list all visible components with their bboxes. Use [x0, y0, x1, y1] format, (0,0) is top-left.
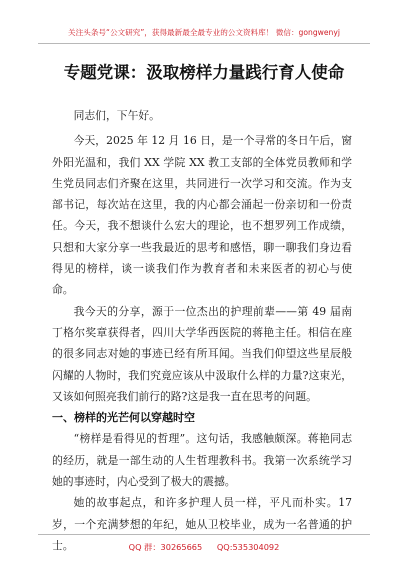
paragraph-2: 我今天的分享，源于一位杰出的护理前辈——第 49 届南丁格尔奖章获得者，四川大学华西医院的蒋艳主任。相信在座的很多同志对她的事迹已经有所耳闻。当我们仰望这些星辰般闪耀的人物时，我们究竟应该从中汲取什么样的力量?这束光，又该如何照亮我们前行的路?这是我一直在思考的问题。: [52, 304, 352, 403]
paragraph-3: “榜样是看得见的哲理”。这句话，我感触颇深。蒋艳同志的经历，就是一部生动的人生哲理教科书。我第一次系统学习她的事迹时，内心受到了极大的震撼。: [52, 432, 352, 489]
footer-divider: [38, 534, 370, 535]
section-heading-1: 一、榜样的光芒何以穿越时空: [52, 411, 195, 425]
document-body: [52, 105, 352, 556]
paragraph-4: 她的故事起点，和许多护理人员一样，平凡而朴实。17 岁，一个充满梦想的年纪，她从卫校毕业，成为一名普通的护士。: [52, 496, 352, 552]
greeting: 同志们，下午好。: [73, 109, 160, 122]
footer-qq-group: QQ 群：30265665: [128, 542, 203, 552]
document-title: 专题党课：汲取榜样力量践行育人使命: [63, 63, 345, 82]
header-note: 关注头条号“公文研究”，获得最新最全最专业的公文资料库！ 微信：gongwenyj: [68, 28, 340, 37]
paragraph-1: 今天，2025 年 12 月 16 日，是一个寻常的冬日午后，窗外阳光温和，我们 XX 学院 XX 教工支部的全体党员教师和学生党员同志们齐聚在这里，共同进行一次学习和交流。作为支部书记，每次站在这里，我的内心都会涌起一份亲切和一份责任。今天，我不想谈什么宏大的理论，也不想罗列工作成绩，只想和大家分享一些我最近的思考和感悟，聊一聊我们身边看得见的榜样，谈一谈我们作为教育者和未来医者的初心与使命。: [52, 134, 352, 297]
footer-qq: QQ:535304092: [216, 542, 280, 552]
footer: [0, 540, 408, 554]
header-divider: [38, 43, 370, 44]
